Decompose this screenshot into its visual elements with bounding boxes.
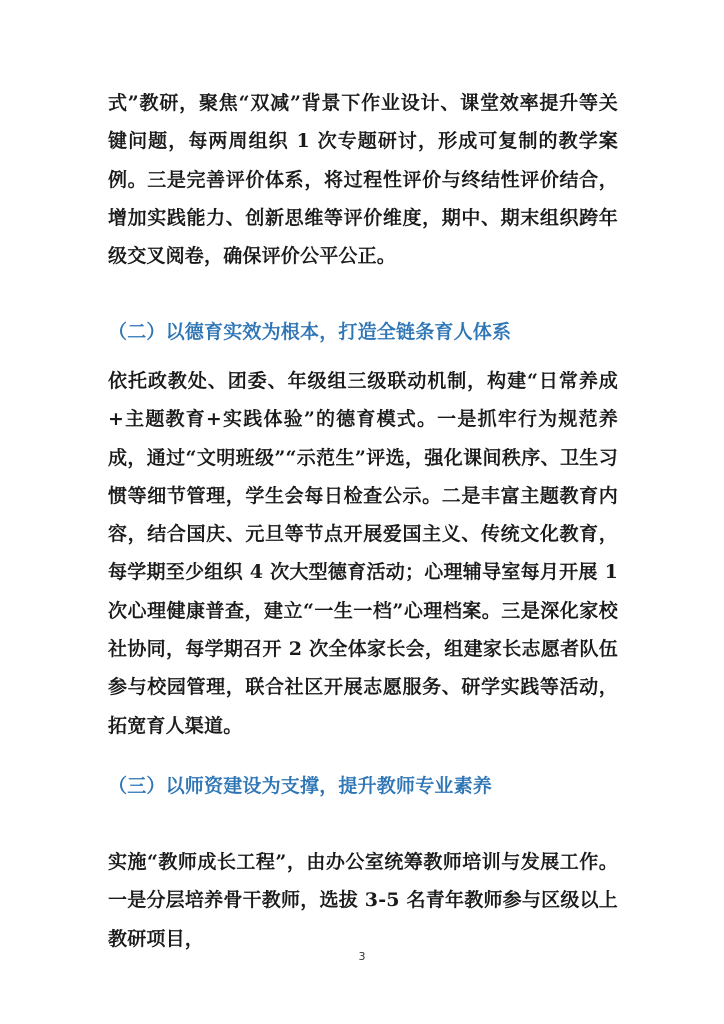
body-paragraph: 依托政教处、团委、年级组三级联动机制，构建“日常养成+主题教育+实践体验”的德育模式。一是抓牢行为规范养成，通过“文明班级”“示范生”评选，强化课间秩序、卫生习惯等细节管理，学生会每日检查公示。二是丰富主题教育内容，结合国庆、元旦等节点开展爱国主义、传统文化教育，每学期至少组织 4 次大型德育活动；心理辅导室每月开展 1 次心理健康普查，建立“一生一档”心理档案。三是深化家校社协同，每学期召开 2 次全体家长会，组建家长志愿者队伍参与校园管理，联合社区开展志愿服务、研学实践等活动，拓宽育人渠道。 [108,370,618,737]
page-number: 3 [358,950,366,963]
section-heading: （三）以师资建设为支撑，提升教师专业素养 [108,775,493,797]
section-heading: （二）以德育实效为根本，打造全链条育人体系 [108,321,512,343]
body-paragraph: 式”教研，聚焦“双减”背景下作业设计、课堂效率提升等关键问题，每两周组织 1 次专题研讨，形成可复制的教学案例。三是完善评价体系，将过程性评价与终结性评价结合，增加实践能力、创新思维等评价维度，期中、期末组织跨年级交叉阅卷，确保评价公平公正。 [108,92,618,268]
body-paragraph: 实施“教师成长工程”，由办公室统筹教师培训与发展工作。一是分层培养骨干教师，选拔 3-5 名青年教师参与区级以上教研项目， [108,851,618,950]
